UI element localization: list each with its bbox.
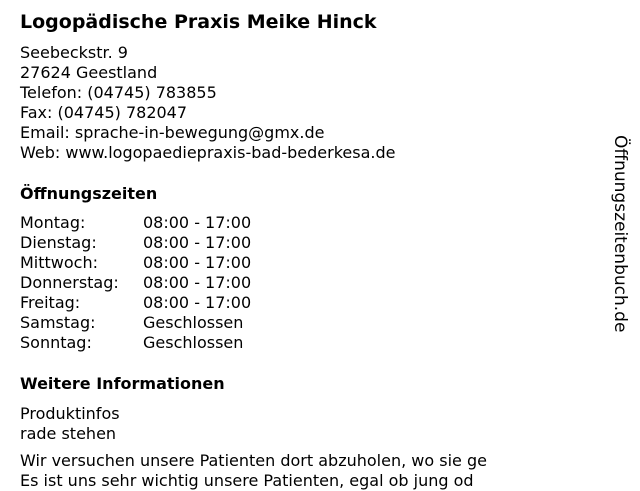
description [20,451,487,491]
hours-heading: Öffnungszeiten [20,184,158,203]
website: Web: www.logopaediepraxis-bad-bederkesa.de [20,143,396,162]
hours-row [20,253,251,273]
day-hours: 08:00 - 17:00 [143,273,252,292]
day-hours: 08:00 - 17:00 [143,293,252,312]
hours-row [20,273,251,293]
hours-row [20,233,251,253]
description-line: Es ist uns sehr wichtig unsere Patienten, egal ob jung od [20,471,474,490]
hours-row [20,293,251,313]
day-hours: 08:00 - 17:00 [143,253,252,272]
hours-row [20,313,251,333]
day-label: Freitag: [20,293,81,312]
site-name: Öffnungszeitenbuch.de [610,135,630,333]
day-label: Donnerstag: [20,273,119,292]
day-hours: Geschlossen [143,313,244,332]
hours-row [20,333,251,353]
address-block [20,43,395,163]
info-line: Produktinfos [20,404,120,423]
email: Email: sprache-in-bewegung@gmx.de [20,123,325,142]
info-line: rade stehen [20,424,117,443]
phone: Telefon: (04745) 783855 [20,83,217,102]
day-hours: 08:00 - 17:00 [143,233,252,252]
street: Seebeckstr. 9 [20,43,128,62]
hours-row [20,213,251,233]
city: 27624 Geestland [20,63,158,82]
day-label: Montag: [20,213,86,232]
info-lines [20,404,120,444]
page-title: Logopädische Praxis Meike Hinck [20,11,377,33]
day-hours: 08:00 - 17:00 [143,213,252,232]
day-label: Mittwoch: [20,253,98,272]
info-heading: Weitere Informationen [20,374,225,393]
day-label: Dienstag: [20,233,97,252]
hours-table [20,213,251,353]
day-hours: Geschlossen [143,333,244,352]
day-label: Samstag: [20,313,96,332]
description-line: Wir versuchen unsere Patienten dort abzuholen, wo sie ge [20,451,487,470]
day-label: Sonntag: [20,333,92,352]
site-watermark [608,135,632,335]
fax: Fax: (04745) 782047 [20,103,188,122]
